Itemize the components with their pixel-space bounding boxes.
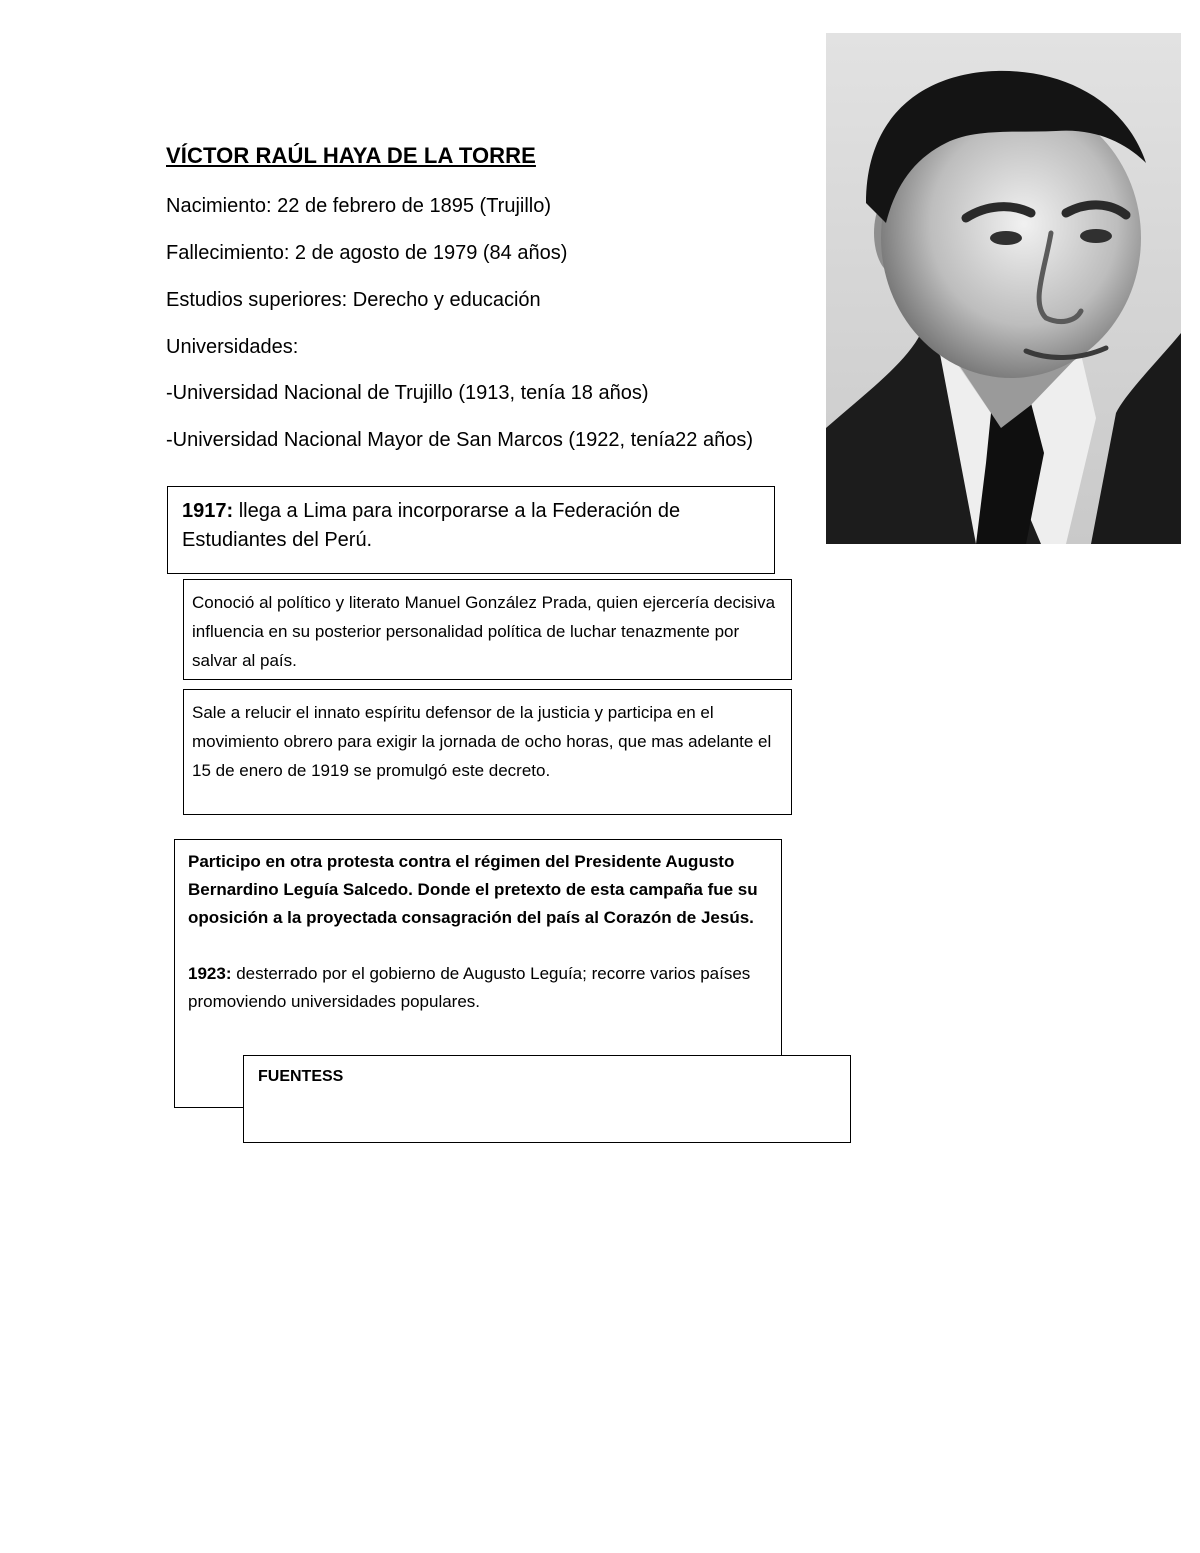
death-line: Fallecimiento: 2 de agosto de 1979 (84 años) (166, 242, 568, 264)
studies-line: Estudios superiores: Derecho y educación (166, 289, 541, 311)
box-justice (183, 689, 792, 815)
box-gonzalez-prada (183, 579, 792, 680)
year-1917: 1917: (182, 500, 234, 522)
justice-text: Sale a relucir el innato espíritu defensor de la justicia y participa en el movimiento obrero para exigir la jornada de ocho horas, que mas adelante el 15 de enero de 1919 se promulgó este decreto. (192, 703, 772, 780)
year-1923: 1923: (188, 964, 232, 983)
portrait-photo (826, 33, 1181, 544)
box-1917-text (182, 497, 760, 555)
universities-label: Universidades: (166, 336, 299, 358)
protest-text: Participo en otra protesta contra el régimen del Presidente Augusto Bernardino Leguía Salcedo. Donde el pretexto de esta campaña fue su oposición a la proyectada consagración del país al Corazón de Jesús. (188, 852, 758, 927)
university-trujillo: -Universidad Nacional de Trujillo (1913, tenía 18 años) (166, 382, 649, 404)
box-1917 (167, 486, 775, 574)
university-san-marcos: -Universidad Nacional Mayor de San Marcos (1922, tenía22 años) (166, 429, 753, 451)
box-sources (243, 1055, 851, 1143)
text-1923: desterrado por el gobierno de Augusto Leguía; recorre varios países promoviendo universidades populares. (188, 964, 751, 1011)
birth-line: Nacimiento: 22 de febrero de 1895 (Trujillo) (166, 195, 552, 217)
sources-label: FUENTESS (258, 1068, 344, 1085)
box-1923-text (188, 960, 768, 1016)
gonzalez-prada-text: Conoció al político y literato Manuel González Prada, quien ejercería decisiva influencia en su posterior personalidad política de luchar tenazmente por salvar al país. (192, 593, 776, 670)
page-title: VÍCTOR RAÚL HAYA DE LA TORRE (166, 143, 536, 168)
text-1917: llega a Lima para incorporarse a la Federación de Estudiantes del Perú. (182, 500, 681, 551)
